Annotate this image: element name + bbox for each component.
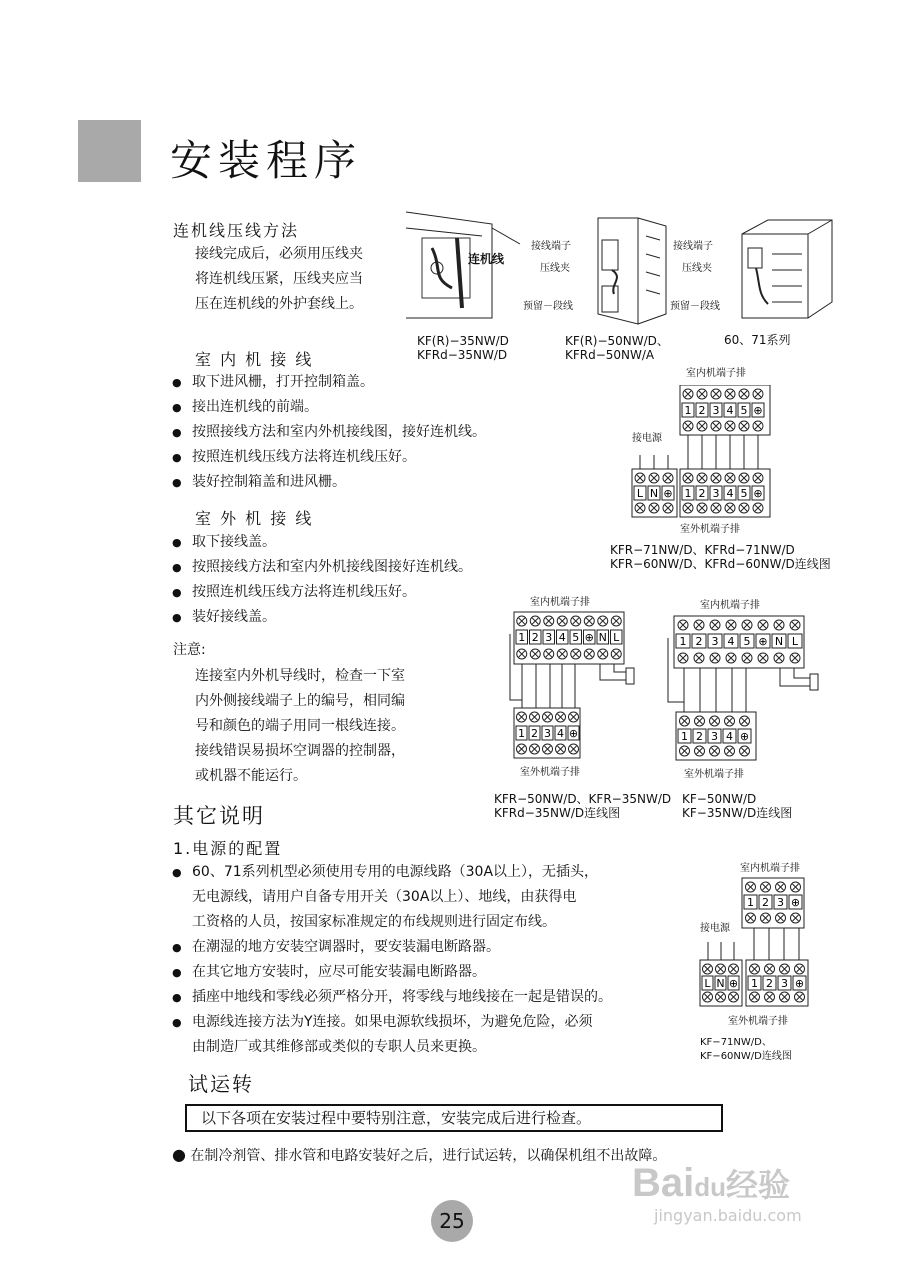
d4-power-bottom-screw-mark [705, 994, 711, 1000]
d4-power-top-screw-mark [705, 966, 711, 972]
d2-indoor-label: ⊕ [584, 631, 594, 644]
d2-indoor-label: 3 [545, 631, 553, 644]
d4-outdoor-top-screw-mark [782, 966, 788, 972]
d4-indoor-top-screw-mark [748, 884, 754, 890]
d4-outdoor-label: 室外机端子排 [728, 1016, 788, 1027]
d2-indoor-bottom-screw-mark [586, 651, 592, 657]
d1-outdoor-label: 1 [684, 487, 692, 500]
pressing-heading: 连机线压线方法 [173, 221, 300, 240]
d1-power-top-screw-mark [637, 475, 643, 481]
d4-indoor-label: 1 [747, 896, 754, 909]
d1-outdoor-top-screw-mark [755, 475, 761, 481]
other-item-5-line-2: 由制造厂或其维修部或类似的专职人员来更换。 [192, 1039, 486, 1055]
d4-outdoor-label: 2 [766, 977, 773, 990]
d2-indoor-bottom-screw-mark [559, 651, 565, 657]
d3-outdoor-label: 室外机端子排 [684, 769, 744, 780]
fig2-caption [565, 334, 669, 362]
d1-indoor-label: 5 [740, 404, 748, 417]
d4-indoor-bottom-screw-mark [778, 915, 784, 921]
d1-power-bottom-screw-mark [651, 505, 657, 511]
d3-indoor-top-screw-mark [760, 622, 766, 628]
fig1-caption [417, 334, 509, 362]
d2-caption-2: KFRd−35NW/D连线图 [494, 806, 621, 820]
d1-outdoor-label: 4 [726, 487, 734, 500]
d1-caption [610, 543, 831, 571]
d1-indoor-top-screw-mark [699, 391, 705, 397]
d2-indoor-top-screw-mark [573, 618, 579, 624]
note-line-3: 号和颜色的端子用同一根线连接。 [195, 718, 405, 734]
d1-outdoor-label: 2 [698, 487, 706, 500]
d2-outdoor-label: 室外机端子排 [520, 767, 580, 778]
other-item-1-line-2: 无电源线，请用户自备专用开关（30A以上）、地线，由获得电 [192, 889, 577, 905]
d1-indoor-label: ⊕ [753, 404, 763, 417]
d1-indoor-label: 3 [712, 404, 720, 417]
d3-indoor-bottom-screw-mark [728, 655, 734, 661]
d4-caption-2: KF−60NW/D连线图 [700, 1051, 792, 1062]
d1-indoor-label: 2 [698, 404, 706, 417]
d1-indoor-bottom-screw-mark [741, 423, 747, 429]
d1-indoor-label: 1 [684, 404, 692, 417]
watermark-brand-cn: 经验 [726, 1167, 791, 1203]
d4-indoor-bottom-screw-mark [793, 915, 799, 921]
indoor-heading: 室 内 机 接 线 [195, 350, 314, 369]
d1-caption-2: KFR−60NW/D、KFRd−60NW/D连线图 [610, 557, 831, 571]
list-item: ● 取下接线盖。 [172, 530, 472, 555]
d3-indoor-top-screw-mark [744, 622, 750, 628]
fig3-label-terminal: 接线端子 [673, 241, 713, 252]
d3-outdoor-bottom-screw-mark [727, 748, 733, 754]
d3-indoor-label: L [791, 635, 799, 648]
d1-outdoor-top-screw-mark [699, 475, 705, 481]
list-item: ● 按照连机线压线方法将连机线压好。 [172, 445, 486, 470]
d4-outdoor-bottom-screw-mark [797, 994, 803, 1000]
d2-indoor-top-screw-mark [559, 618, 565, 624]
d1-indoor-bottom-screw-mark [727, 423, 733, 429]
list-item: ● 接出连机线的前端。 [172, 395, 486, 420]
d3-indoor-label: 1 [679, 635, 687, 648]
title-marker-block [78, 120, 141, 182]
d1-power-label: ⊕ [663, 487, 673, 500]
d2-outdoor-bottom-screw-mark [545, 746, 551, 752]
list-item [172, 1010, 612, 1060]
d1-indoor-bottom-screw-mark [685, 423, 691, 429]
list-item: ● 按照接线方法和室内外机接线图接好连机线。 [172, 555, 472, 580]
watermark [632, 1160, 802, 1225]
d4-indoor-bottom-screw-mark [748, 915, 754, 921]
list-item: ● 装好控制箱盖和进风栅。 [172, 470, 486, 495]
fig2-caption-2: KFRd−50NW/A [565, 348, 655, 362]
d2-indoor-label: L [613, 631, 620, 644]
d2-indoor-top-screw-mark [546, 618, 552, 624]
d1-indoor-top-screw-mark [741, 391, 747, 397]
d1-wiring-diagram [630, 385, 780, 520]
d3-indoor-top-screw-mark [712, 622, 718, 628]
d1-indoor-top-screw-mark [727, 391, 733, 397]
indoor-list [172, 370, 486, 495]
d4-caption [700, 1036, 792, 1064]
d1-indoor-bottom-screw-mark [713, 423, 719, 429]
d2-indoor-bottom-screw-mark [519, 651, 525, 657]
fig3-label-clamp: 压线夹 [682, 263, 712, 274]
outdoor-heading: 室 外 机 接 线 [195, 509, 314, 528]
d2-outdoor-label: ⊕ [568, 727, 579, 740]
watermark-brand-mark: du [694, 1172, 727, 1202]
d2-indoor-top-screw-mark [586, 618, 592, 624]
other-item-1-line-1: ● 60、71系列机型必须使用专用的电源线路（30A以上），无插头， [192, 864, 599, 880]
watermark-brand: Bai [632, 1161, 695, 1205]
d4-caption-1: KF−71NW/D、 [700, 1037, 772, 1048]
fig3-outdoor-unit-illustration [738, 214, 834, 324]
d2-caption [494, 792, 671, 820]
fig2-label-terminal: 接线端子 [531, 241, 571, 252]
d4-outdoor-top-screw-mark [797, 966, 803, 972]
d3-indoor-label: 5 [743, 635, 751, 648]
d4-indoor-top-screw-mark [763, 884, 769, 890]
d1-indoor-top-screw-mark [685, 391, 691, 397]
d2-indoor-bottom-screw-mark [613, 651, 619, 657]
d2-indoor-label: 2 [531, 631, 539, 644]
list-item: ● 在潮湿的地方安装空调器时，要安装漏电断路器。 [172, 935, 612, 960]
d2-outdoor-top-screw-mark [519, 714, 525, 720]
d3-outdoor-bottom-screw-mark [712, 748, 718, 754]
d2-plug-icon [626, 668, 634, 684]
d3-indoor-label: 3 [711, 635, 719, 648]
d1-outdoor-bottom-screw-mark [699, 505, 705, 511]
d1-power-label: N [649, 487, 659, 500]
list-item [172, 860, 612, 935]
d3-caption-2: KF−35NW/D连线图 [682, 806, 793, 820]
outdoor-list [172, 530, 472, 630]
d3-indoor-bottom-screw-mark [744, 655, 750, 661]
d1-power-top-screw-mark [651, 475, 657, 481]
d3-indoor-label: 2 [695, 635, 703, 648]
fig1-caption-1: KF(R)−35NW/D [417, 334, 509, 348]
fig1-label: 连机线 [468, 252, 505, 266]
page-title: 安装程序 [170, 136, 363, 185]
d2-indoor-bottom-screw-mark [600, 651, 606, 657]
d4-indoor-label: 3 [777, 896, 784, 909]
d4-outdoor-bottom-screw-mark [752, 994, 758, 1000]
note-line-2: 内外侧接线端子上的编号，相同编 [195, 693, 405, 709]
d1-indoor-top-screw-mark [755, 391, 761, 397]
d2-outdoor-label: 3 [544, 727, 551, 740]
d3-indoor-bottom-screw-mark [696, 655, 702, 661]
test-item-text: 在制冷剂管、排水管和电路安装好之后，进行试运转，以确保机组不出故障。 [190, 1148, 667, 1164]
d3-outdoor-top-screw-mark [712, 718, 718, 724]
d2-outdoor-bottom-screw-mark [571, 746, 577, 752]
d3-indoor-label: 室内机端子排 [700, 600, 760, 611]
note-line-5: 或机器不能运行。 [195, 768, 307, 784]
d4-indoor-label: 室内机端子排 [740, 863, 800, 874]
pressing-paragraph [195, 242, 363, 317]
d2-outdoor-top-screw-mark [532, 714, 538, 720]
d4-outdoor-bottom-screw-mark [767, 994, 773, 1000]
list-item: ● 按照接线方法和室内外机接线图，接好连机线。 [172, 420, 486, 445]
d3-indoor-bottom-screw-mark [776, 655, 782, 661]
d4-power-bottom-screw-mark [718, 994, 724, 1000]
d2-outdoor-top-screw-mark [545, 714, 551, 720]
other-item-5-line-1: ● 电源线连接方法为Y连接。如果电源软线损坏，为避免危险，必须 [192, 1014, 593, 1030]
fig2-outdoor-unit-illustration [590, 214, 670, 328]
d2-indoor-bottom-screw-mark [573, 651, 579, 657]
d3-indoor-top-screw-mark [792, 622, 798, 628]
d3-indoor-top-screw-mark [776, 622, 782, 628]
d4-power-bottom-screw-mark [731, 994, 737, 1000]
d2-indoor-label: 1 [518, 631, 526, 644]
d3-outdoor-label: 2 [696, 730, 703, 743]
d4-power-label: L [704, 977, 711, 990]
list-item: ● 取下进风栅，打开控制箱盖。 [172, 370, 486, 395]
bullet-icon: ● [172, 1145, 186, 1164]
d1-outdoor-label: 5 [740, 487, 748, 500]
d4-power-top-screw-mark [718, 966, 724, 972]
d1-power-bottom-screw-mark [637, 505, 643, 511]
note-line-1: 连接室内外机导线时，检查一下室 [195, 668, 405, 684]
d1-indoor-bottom-screw-mark [755, 423, 761, 429]
other-subheading: 1.电源的配置 [173, 839, 283, 858]
d1-indoor-top-screw-mark [713, 391, 719, 397]
d1-outdoor-bottom-screw-mark [727, 505, 733, 511]
d2-outdoor-top-screw-mark [558, 714, 564, 720]
list-item: ● 在其它地方安装时，应尽可能安装漏电断路器。 [172, 960, 612, 985]
list-item: ● 按照连机线压线方法将连机线压好。 [172, 580, 472, 605]
d3-indoor-top-screw-mark [696, 622, 702, 628]
d4-outdoor-label: 3 [781, 977, 788, 990]
d3-outdoor-top-screw-mark [697, 718, 703, 724]
d1-outdoor-top-screw-mark [685, 475, 691, 481]
d4-power-top-screw-mark [731, 966, 737, 972]
d3-caption-1: KF−50NW/D [682, 792, 757, 806]
d3-indoor-label: ⊕ [758, 635, 768, 648]
note-paragraph [195, 664, 405, 789]
d4-wiring-diagram [698, 876, 810, 1010]
d4-outdoor-bottom-screw-mark [782, 994, 788, 1000]
d2-outdoor-bottom-screw-mark [519, 746, 525, 752]
fig2-label-clamp: 压线夹 [540, 263, 570, 274]
d1-indoor-label: 室内机端子排 [686, 368, 746, 379]
d1-outdoor-label: 3 [712, 487, 720, 500]
d3-outdoor-label: 4 [726, 730, 733, 743]
d2-indoor-top-screw-mark [519, 618, 525, 624]
d4-outdoor-label: ⊕ [794, 977, 805, 990]
d3-indoor-bottom-screw-mark [760, 655, 766, 661]
d2-outdoor-top-screw-mark [571, 714, 577, 720]
d2-indoor-label: 5 [572, 631, 580, 644]
d1-outdoor-label: ⊕ [753, 487, 763, 500]
fig3-label-reserve: 预留－段线 [670, 301, 720, 312]
d3-wiring-diagram [660, 612, 830, 762]
fig3-caption: 60、71系列 [724, 333, 791, 347]
pressing-line-1: 接线完成后，必须用压线夹 [195, 246, 363, 262]
pressing-line-2: 将连机线压紧，压线夹应当 [195, 271, 363, 287]
d3-indoor-label: 4 [727, 635, 735, 648]
d4-indoor-label: 2 [762, 896, 769, 909]
d3-outdoor-bottom-screw-mark [682, 748, 688, 754]
d4-indoor-top-screw-mark [778, 884, 784, 890]
d1-power-label: L [636, 487, 644, 500]
d3-caption [682, 792, 792, 820]
d1-power-bottom-screw-mark [665, 505, 671, 511]
d1-power-label: 接电源 [632, 433, 662, 444]
d1-outdoor-label: 室外机端子排 [680, 524, 740, 535]
d3-indoor-bottom-screw-mark [712, 655, 718, 661]
fig1-caption-2: KFRd−35NW/D [417, 348, 508, 362]
d4-outdoor-label: 1 [751, 977, 758, 990]
d1-caption-1: KFR−71NW/D、KFRd−71NW/D [610, 543, 795, 557]
d3-outdoor-top-screw-mark [682, 718, 688, 724]
d1-outdoor-bottom-screw-mark [685, 505, 691, 511]
d4-outdoor-top-screw-mark [767, 966, 773, 972]
fig1-indoor-unit-illustration [402, 208, 522, 330]
d2-indoor-top-screw-mark [600, 618, 606, 624]
d2-outdoor-label: 1 [518, 727, 525, 740]
d3-indoor-bottom-screw-mark [680, 655, 686, 661]
d1-indoor-bottom-screw-mark [699, 423, 705, 429]
d4-indoor-label: ⊕ [790, 896, 801, 909]
d3-indoor-top-screw-mark [728, 622, 734, 628]
list-item: ● 装好接线盖。 [172, 605, 472, 630]
d4-indoor-top-screw-mark [793, 884, 799, 890]
d3-outdoor-label: ⊕ [739, 730, 750, 743]
d2-outdoor-bottom-screw-mark [558, 746, 564, 752]
note-line-4: 接线错误易损坏空调器的控制器， [195, 743, 405, 759]
d4-power-label: 接电源 [700, 923, 730, 934]
d3-outdoor-top-screw-mark [742, 718, 748, 724]
d2-caption-1: KFR−50NW/D、KFR−35NW/D [494, 792, 672, 806]
d3-outdoor-top-screw-mark [727, 718, 733, 724]
d1-outdoor-bottom-screw-mark [713, 505, 719, 511]
test-boxed-note: 以下各项在安装过程中要特别注意，安装完成后进行检查。 [185, 1104, 723, 1132]
d1-outdoor-top-screw-mark [741, 475, 747, 481]
d4-power-label: ⊕ [728, 977, 739, 990]
d3-plug-icon [810, 674, 818, 690]
d2-indoor-top-screw-mark [532, 618, 538, 624]
note-heading: 注意: [173, 642, 206, 658]
fig2-caption-1: KF(R)−50NW/D、 [565, 334, 669, 348]
d2-wiring-diagram [500, 610, 640, 760]
d1-outdoor-bottom-screw-mark [755, 505, 761, 511]
pressing-line-3: 压在连机线的外护套线上。 [195, 296, 363, 312]
d2-indoor-label: 4 [558, 631, 566, 644]
d4-outdoor-top-screw-mark [752, 966, 758, 972]
other-list [172, 860, 612, 1060]
watermark-url: jingyan.baidu.com [654, 1206, 802, 1225]
d2-indoor-top-screw-mark [613, 618, 619, 624]
d3-outdoor-bottom-screw-mark [697, 748, 703, 754]
d4-power-label: N [716, 977, 725, 990]
d1-power-top-screw-mark [665, 475, 671, 481]
page-number: 25 [431, 1200, 473, 1242]
d2-indoor-bottom-screw-mark [532, 651, 538, 657]
fig2-label-reserve: 预留－段线 [523, 301, 573, 312]
d1-outdoor-bottom-screw-mark [741, 505, 747, 511]
d1-outdoor-top-screw-mark [713, 475, 719, 481]
d2-outdoor-bottom-screw-mark [532, 746, 538, 752]
test-item [172, 1145, 666, 1165]
d3-outdoor-label: 3 [711, 730, 718, 743]
d3-indoor-label: N [774, 635, 784, 648]
d3-outdoor-label: 1 [681, 730, 688, 743]
d3-outdoor-bottom-screw-mark [742, 748, 748, 754]
test-heading: 试运转 [188, 1072, 254, 1096]
other-item-1-line-3: 工资格的人员，按国家标准规定的布线规则进行固定布线。 [192, 914, 556, 930]
d2-outdoor-label: 2 [531, 727, 538, 740]
d2-outdoor-label: 4 [557, 727, 564, 740]
d4-indoor-bottom-screw-mark [763, 915, 769, 921]
d1-outdoor-top-screw-mark [727, 475, 733, 481]
d3-indoor-top-screw-mark [680, 622, 686, 628]
d1-indoor-label: 4 [726, 404, 734, 417]
d2-indoor-label: N [598, 631, 607, 644]
other-heading: 其它说明 [173, 804, 265, 828]
d2-indoor-label: 室内机端子排 [530, 597, 590, 608]
d2-indoor-bottom-screw-mark [546, 651, 552, 657]
d3-indoor-bottom-screw-mark [792, 655, 798, 661]
list-item: ● 插座中地线和零线必须严格分开，将零线与地线接在一起是错误的。 [172, 985, 612, 1010]
